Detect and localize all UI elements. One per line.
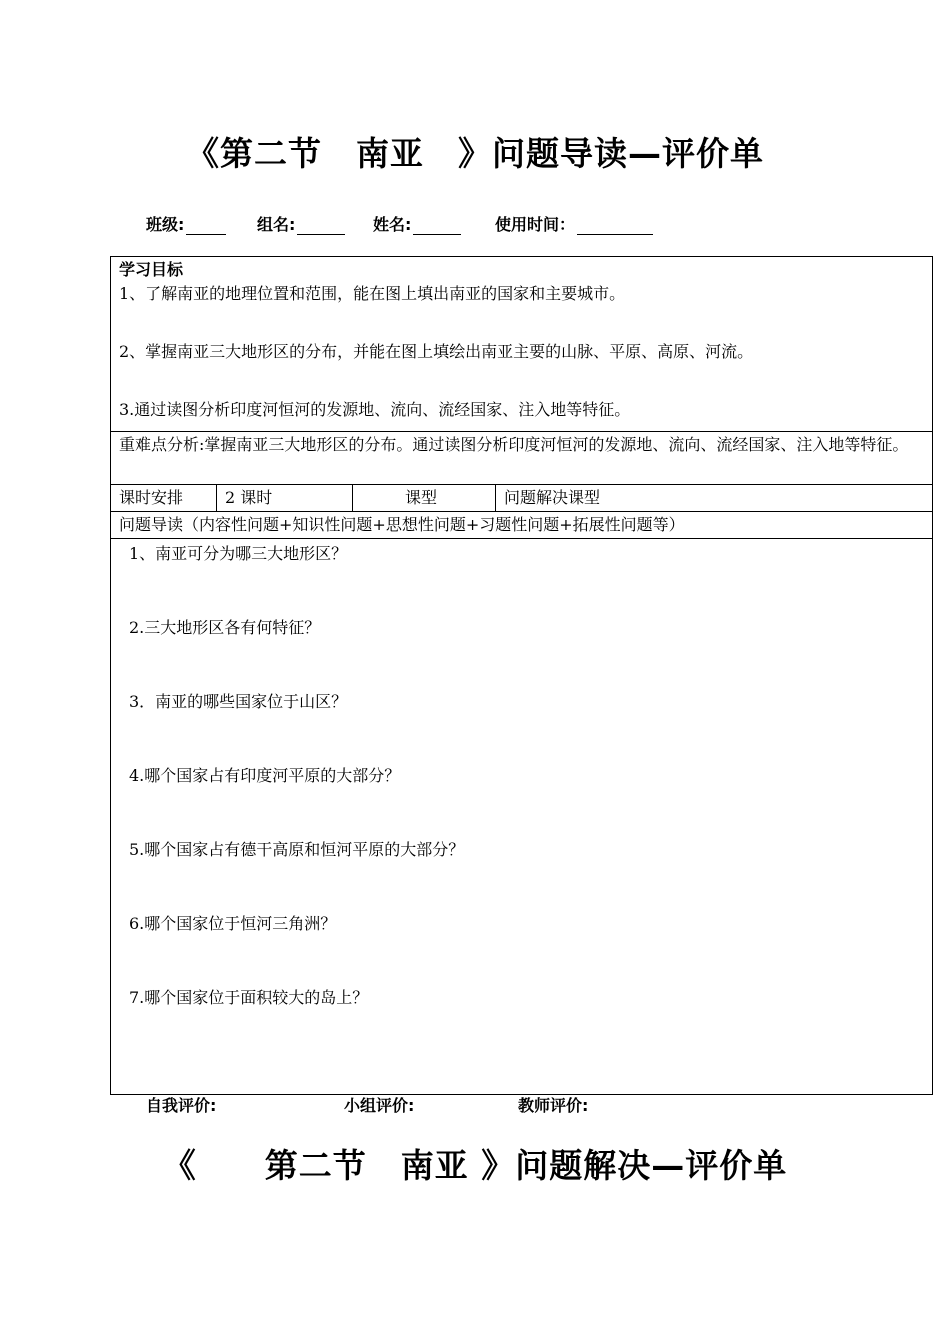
time-label: 使用时间： (495, 215, 576, 234)
goals-heading: 学习目标 (119, 260, 184, 279)
question-2: 2.三大地形区各有何特征？ (129, 618, 321, 637)
class-field (146, 212, 226, 235)
second-page-title: 《 第二节 南亚 》问题解决—评价单 (162, 1146, 788, 1185)
schedule-row (111, 485, 933, 512)
evaluation-line (0, 1093, 950, 1117)
key-points-cell: 重难点分析:掌握南亚三大地形区的分布。通过读图分析印度河恒河的发源地、流向、流经国家、注入地等特征。 (111, 432, 933, 485)
goal-item-1: 1、了解南亚的地理位置和范围，能在图上填出南亚的国家和主要城市。 (119, 284, 626, 303)
group-blank[interactable] (297, 216, 345, 235)
name-label: 姓名: (373, 215, 412, 234)
key-points-row (111, 432, 933, 485)
class-blank[interactable] (186, 216, 226, 235)
goal-item-3: 3.通过读图分析印度河恒河的发源地、流向、流经国家、注入地等特征。 (119, 400, 631, 419)
class-label: 班级: (146, 215, 185, 234)
questions-row (111, 539, 933, 1095)
page-title: 《第二节 南亚 》问题导读—评价单 (186, 134, 764, 173)
type-value: 问题解决课型 (496, 485, 933, 512)
goal-item-2: 2、掌握南亚三大地形区的分布，并能在图上填绘出南亚主要的山脉、平原、高原、河流。 (119, 342, 754, 361)
guide-heading: 问题导读（内容性问题+知识性问题+思想性问题+习题性问题+拓展性问题等） (111, 512, 933, 539)
question-6: 6.哪个国家位于恒河三角洲？ (129, 914, 337, 933)
goals-cell (111, 257, 933, 432)
question-1: 1、南亚可分为哪三大地形区？ (129, 544, 348, 563)
schedule-label: 课时安排 (111, 485, 217, 512)
questions-cell (111, 539, 933, 1095)
group-label: 组名: (257, 215, 296, 234)
type-label: 课型 (353, 485, 496, 512)
question-7: 7.哪个国家位于面积较大的岛上？ (129, 988, 369, 1007)
name-field (373, 212, 461, 235)
evaluation-table (110, 256, 933, 1095)
question-3: 3．南亚的哪些国家位于山区？ (129, 692, 348, 711)
time-blank[interactable] (577, 216, 653, 235)
question-5: 5.哪个国家占有德干高原和恒河平原的大部分？ (129, 840, 465, 859)
question-4: 4.哪个国家占有印度河平原的大部分？ (129, 766, 401, 785)
name-blank[interactable] (413, 216, 461, 235)
group-evaluation-label: 小组评价: (344, 1096, 415, 1115)
group-field (257, 212, 345, 235)
teacher-evaluation-label: 教师评价: (518, 1096, 589, 1115)
guide-heading-row (111, 512, 933, 539)
self-evaluation-label: 自我评价: (146, 1096, 217, 1115)
student-info-line (0, 212, 950, 236)
goals-row (111, 257, 933, 432)
schedule-value: 2 课时 (217, 485, 353, 512)
time-field (495, 212, 653, 235)
